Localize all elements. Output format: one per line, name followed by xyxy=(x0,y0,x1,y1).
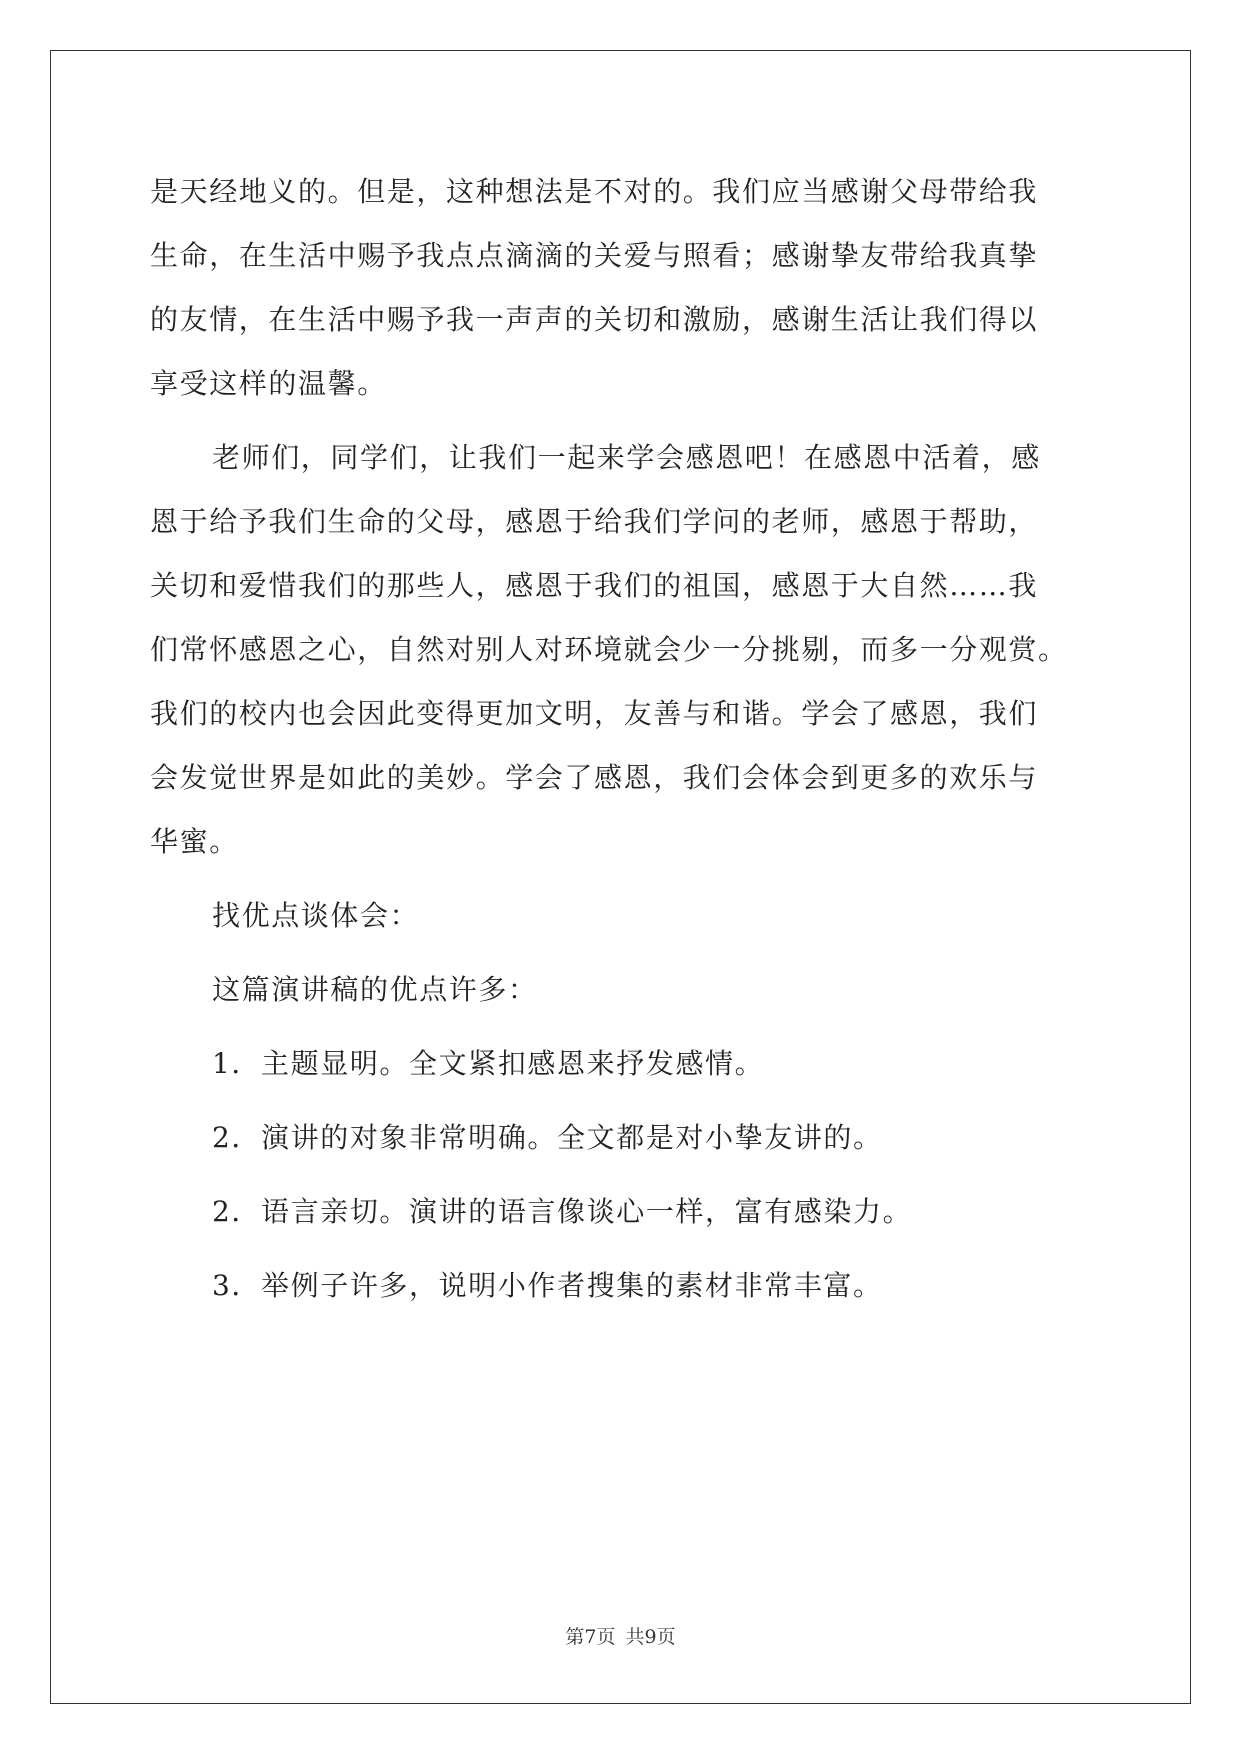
text-line: 会发觉世界是如此的美妙。学会了感恩，我们会体会到更多的欢乐与 xyxy=(150,761,1039,794)
document-body xyxy=(150,160,1090,1318)
section-heading: 找优点谈体会： xyxy=(212,899,420,932)
page-number-current: 第7页 xyxy=(565,1626,616,1648)
page-footer xyxy=(0,1622,1241,1649)
list-item: 2．演讲的对象非常明确。全文都是对小挚友讲的。 xyxy=(212,1121,883,1154)
list-item: 3．举例子许多，说明小作者搜集的素材非常丰富。 xyxy=(212,1269,883,1302)
text-line: 的友情，在生活中赐予我一声声的关切和激励，感谢生活让我们得以 xyxy=(150,303,1039,336)
text-line: 我们的校内也会因此变得更加文明，友善与和谐。学会了感恩，我们 xyxy=(150,697,1039,730)
text-line: 关切和爱惜我们的那些人，感恩于我们的祖国，感恩于大自然……我 xyxy=(150,569,1039,602)
text-line: 享受这样的温馨。 xyxy=(150,367,387,400)
paragraph-start-line: 老师们，同学们，让我们一起来学会感恩吧！在感恩中活着，感 xyxy=(212,441,1041,474)
page-number-total: 共9页 xyxy=(625,1626,676,1648)
list-item: 2．语言亲切。演讲的语言像谈心一样，富有感染力。 xyxy=(212,1195,913,1228)
text-line: 华蜜。 xyxy=(150,825,239,858)
section-intro: 这篇演讲稿的优点许多： xyxy=(212,973,538,1006)
text-line: 恩于给予我们生命的父母，感恩于给我们学问的老师，感恩于帮助， xyxy=(150,505,1039,538)
text-line: 们常怀感恩之心，自然对别人对环境就会少一分挑剔，而多一分观赏。 xyxy=(150,633,1068,666)
list-item: 1．主题显明。全文紧扣感恩来抒发感情。 xyxy=(212,1047,765,1080)
text-line: 生命，在生活中赐予我点点滴滴的关爱与照看；感谢挚友带给我真挚 xyxy=(150,239,1039,272)
text-line: 是天经地义的。但是，这种想法是不对的。我们应当感谢父母带给我 xyxy=(150,175,1039,208)
